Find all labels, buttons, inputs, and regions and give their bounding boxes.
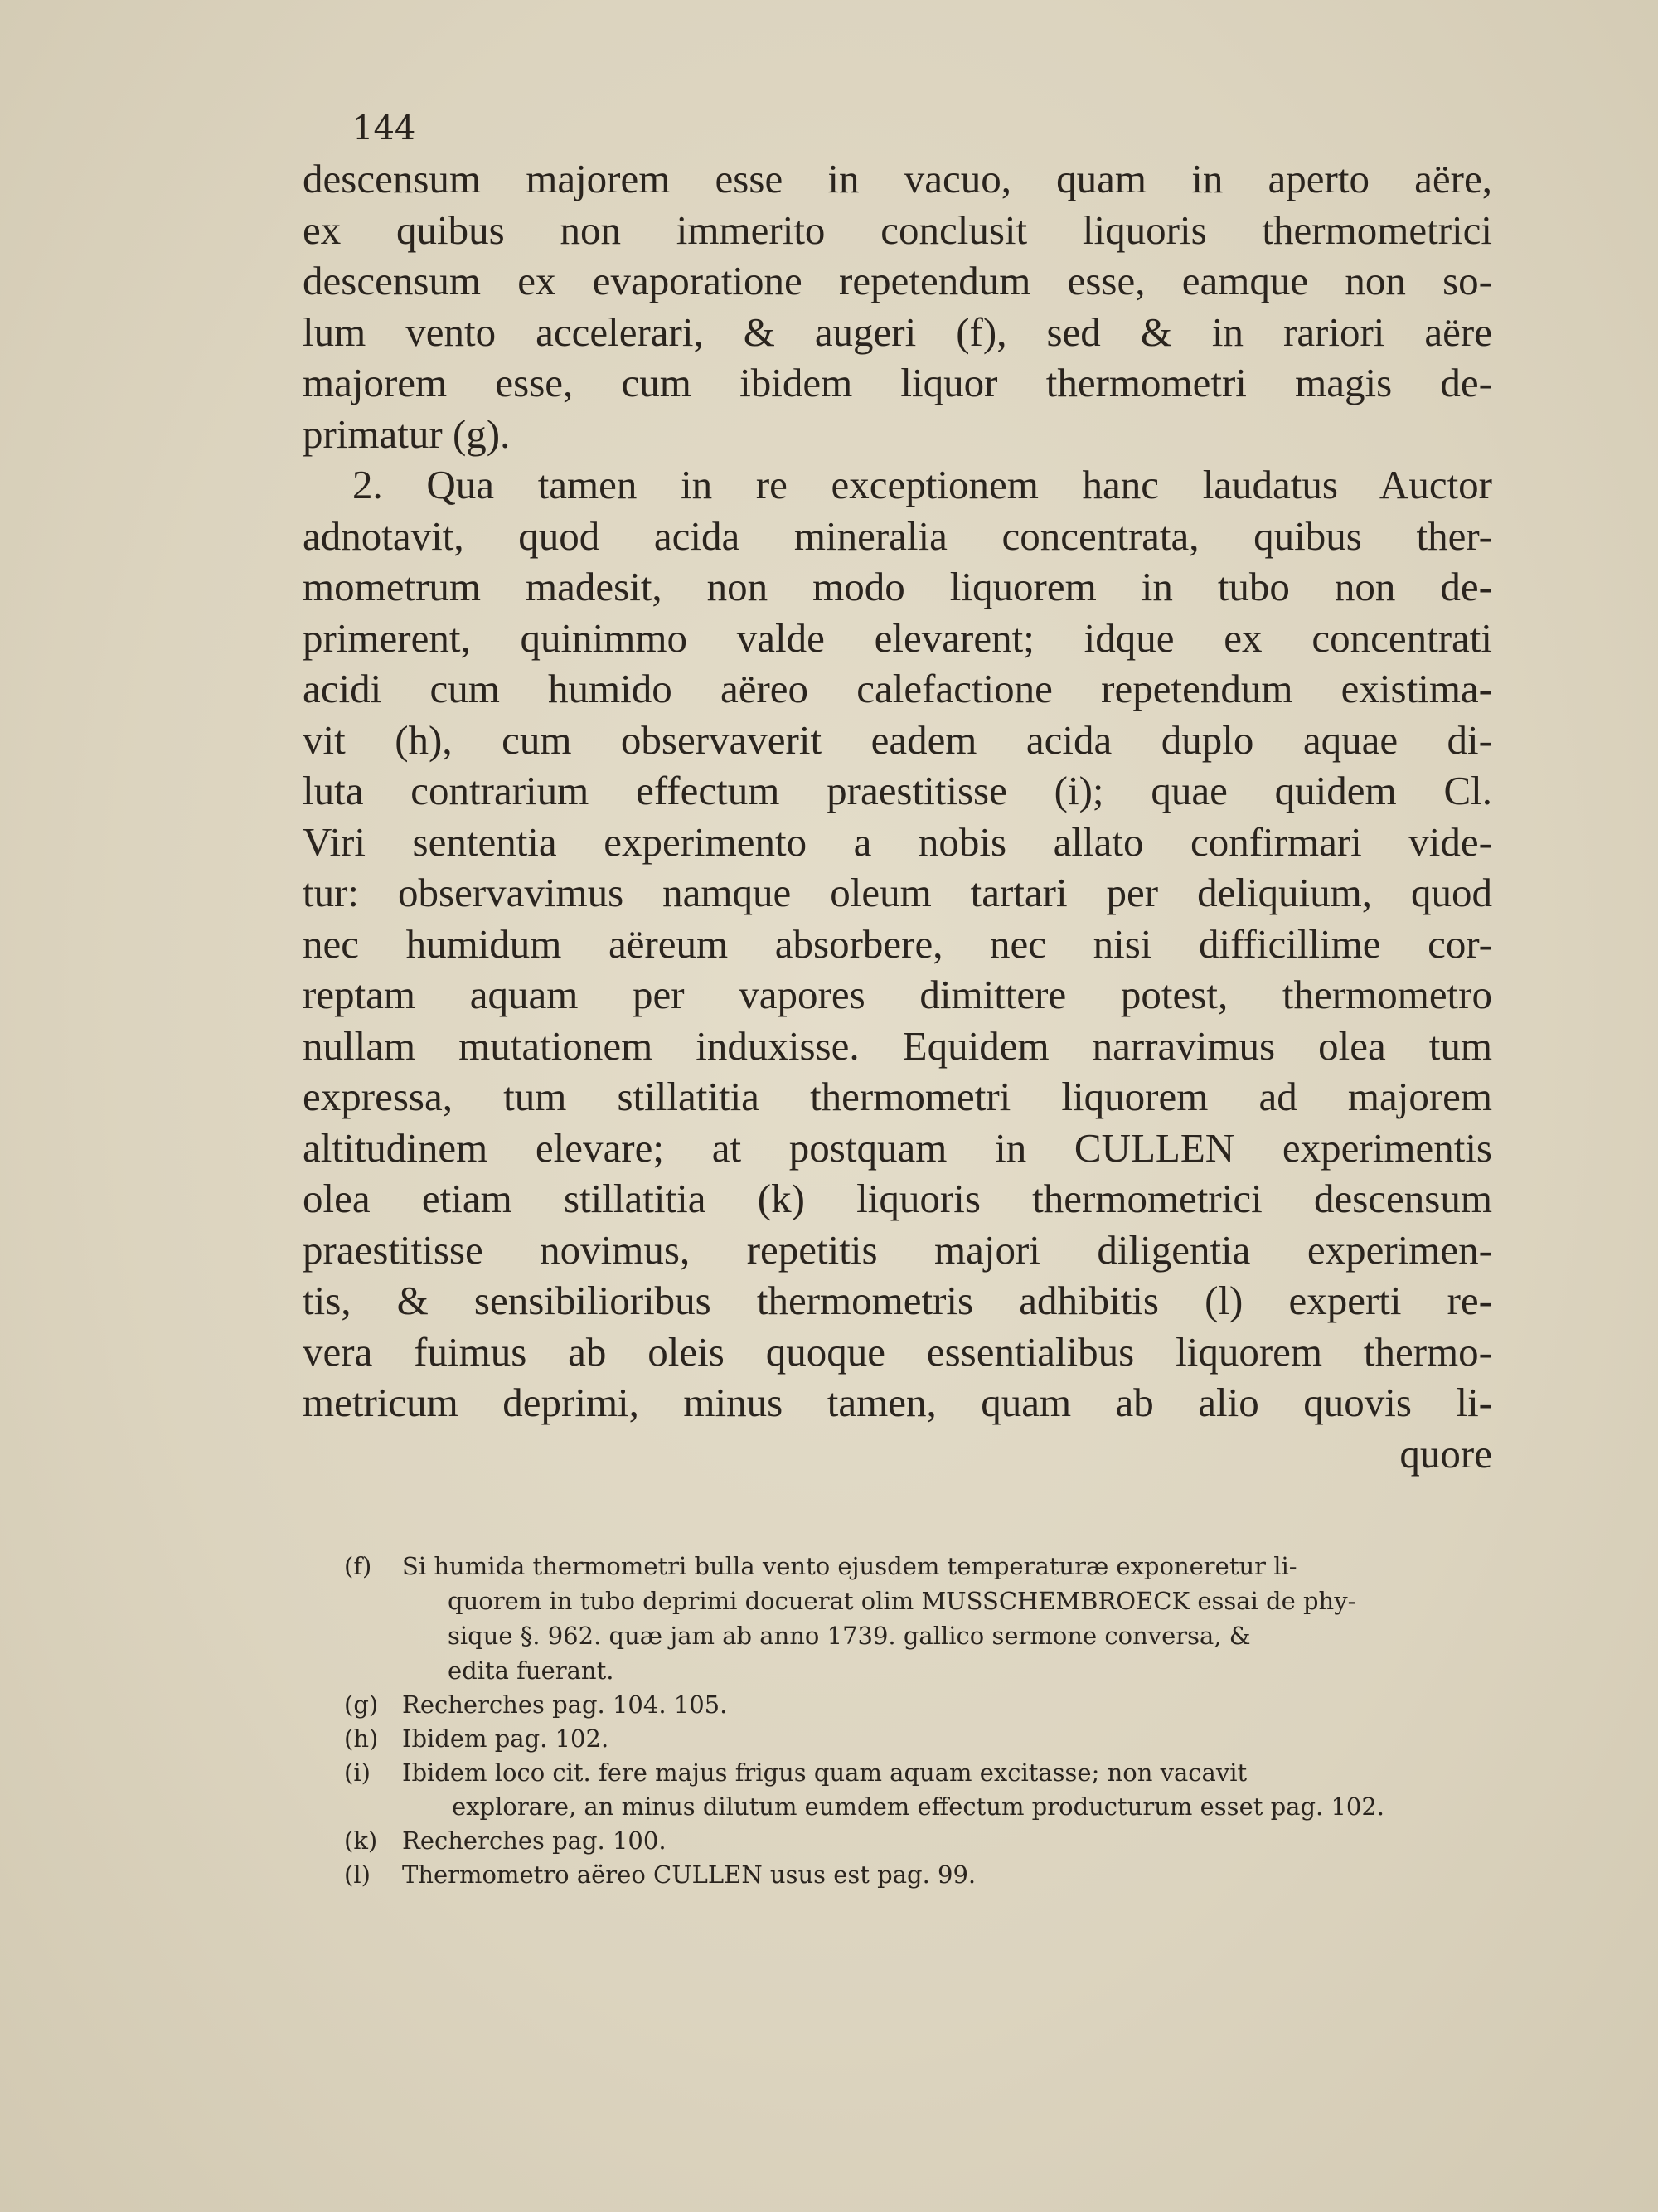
text-line: descensum majorem esse in vacuo, quam in aperto aëre, (303, 156, 1492, 201)
text-line: praestitisse novimus, repetitis majori diligentia experimen- (303, 1226, 1492, 1273)
text-line: ex quibus non immerito conclusit liquoris thermometrici (303, 206, 1492, 253)
text-line: lum vento accelerari, & augeri (f), sed & in rariori aëre (303, 308, 1492, 355)
footnote-text: Thermometro aëreo CULLEN usus est pag. 99. (402, 1860, 977, 1889)
text-line: descensum ex evaporatione repetendum esse, eamque non so- (303, 258, 1492, 303)
footnote-h (344, 1722, 1463, 1756)
footnote-text: Recherches pag. 104. 105. (402, 1691, 728, 1719)
text-line: tis, & sensibilioribus thermometris adhibitis (l) experti re- (303, 1278, 1492, 1323)
text-line: luta contrarium effectum praestitisse (i); quae quidem Cl. (303, 768, 1492, 813)
footnote-text: Recherches pag. 100. (402, 1826, 667, 1855)
footnote-text: edita fuerant. (448, 1657, 614, 1685)
footnote-mark: (l) (344, 1860, 371, 1889)
text-line: majorem esse, cum ibidem liquor thermometri magis de- (303, 360, 1492, 405)
footnote-text: Ibidem pag. 102. (402, 1724, 609, 1753)
footnotes (344, 1549, 1463, 1892)
text-line: nullam mutationem induxisse. Equidem narravimus olea tum (303, 1022, 1492, 1069)
text-line: altitudinem elevare; at postquam in CULLEN experimentis (303, 1124, 1492, 1171)
text-line: expressa, tum stillatitia thermometri liquorem ad majorem (303, 1074, 1492, 1119)
footnote-f (344, 1549, 1463, 1584)
text-line: primatur (g). (303, 410, 511, 457)
footnote-mark: (h) (344, 1724, 379, 1753)
text-line: Viri sententia experimento a nobis allato confirmari vide- (303, 818, 1492, 865)
page-number: 144 (352, 109, 416, 148)
text-line: vera fuimus ab oleis quoque essentialibus liquorem thermo- (303, 1328, 1492, 1375)
text-line: metricum deprimi, minus tamen, quam ab alio quovis li- (303, 1380, 1492, 1425)
footnote-text: sique §. 962. quæ jam ab anno 1739. gallico sermone conversa, & (448, 1622, 1251, 1650)
text-line: vit (h), cum observaverit eadem acida duplo aquae di- (303, 716, 1492, 763)
footnote-i (344, 1756, 1463, 1790)
text-line: tur: observavimus namque oleum tartari per deliquium, quod (303, 870, 1492, 915)
footnote-text: explorare, an minus dilutum eumdem effectum producturum esset pag. 102. (452, 1792, 1385, 1821)
footnote-g (344, 1688, 1463, 1722)
text-line: mometrum madesit, non modo liquorem in tubo non de- (303, 564, 1492, 609)
footnote-l (344, 1858, 1463, 1892)
text-line: acidi cum humido aëreo calefactione repetendum existima- (303, 666, 1492, 711)
footnote-text: Ibidem loco cit. fere majus frigus quam aquam excitasse; non vacavit (402, 1758, 1248, 1787)
footnote-mark: (i) (344, 1758, 371, 1787)
footnote-k (344, 1824, 1463, 1858)
catchword: quore (1399, 1430, 1492, 1477)
text-line: 2. Qua tamen in re exceptionem hanc laudatus Auctor (352, 462, 1492, 507)
footnote-mark: (g) (344, 1691, 379, 1719)
text-line: primerent, quinimmo valde elevarent; idque ex concentrati (303, 614, 1492, 661)
footnote-mark: (k) (344, 1826, 378, 1855)
text-line: adnotavit, quod acida mineralia concentrata, quibus ther- (303, 512, 1492, 559)
footnote-mark: (f) (344, 1552, 372, 1580)
text-line: reptam aquam per vapores dimittere potest, thermometro (303, 972, 1492, 1017)
main-text (303, 153, 1492, 1479)
footnote-text: quorem in tubo deprimi docuerat olim MUSSCHEMBROECK essai de phy- (448, 1587, 1356, 1615)
text-line: olea etiam stillatitia (k) liquoris thermometrici descensum (303, 1176, 1492, 1221)
text-line: nec humidum aëreum absorbere, nec nisi difficillime cor- (303, 920, 1492, 967)
footnote-text: Si humida thermometri bulla vento ejusdem temperaturæ exponeretur li- (402, 1552, 1297, 1580)
